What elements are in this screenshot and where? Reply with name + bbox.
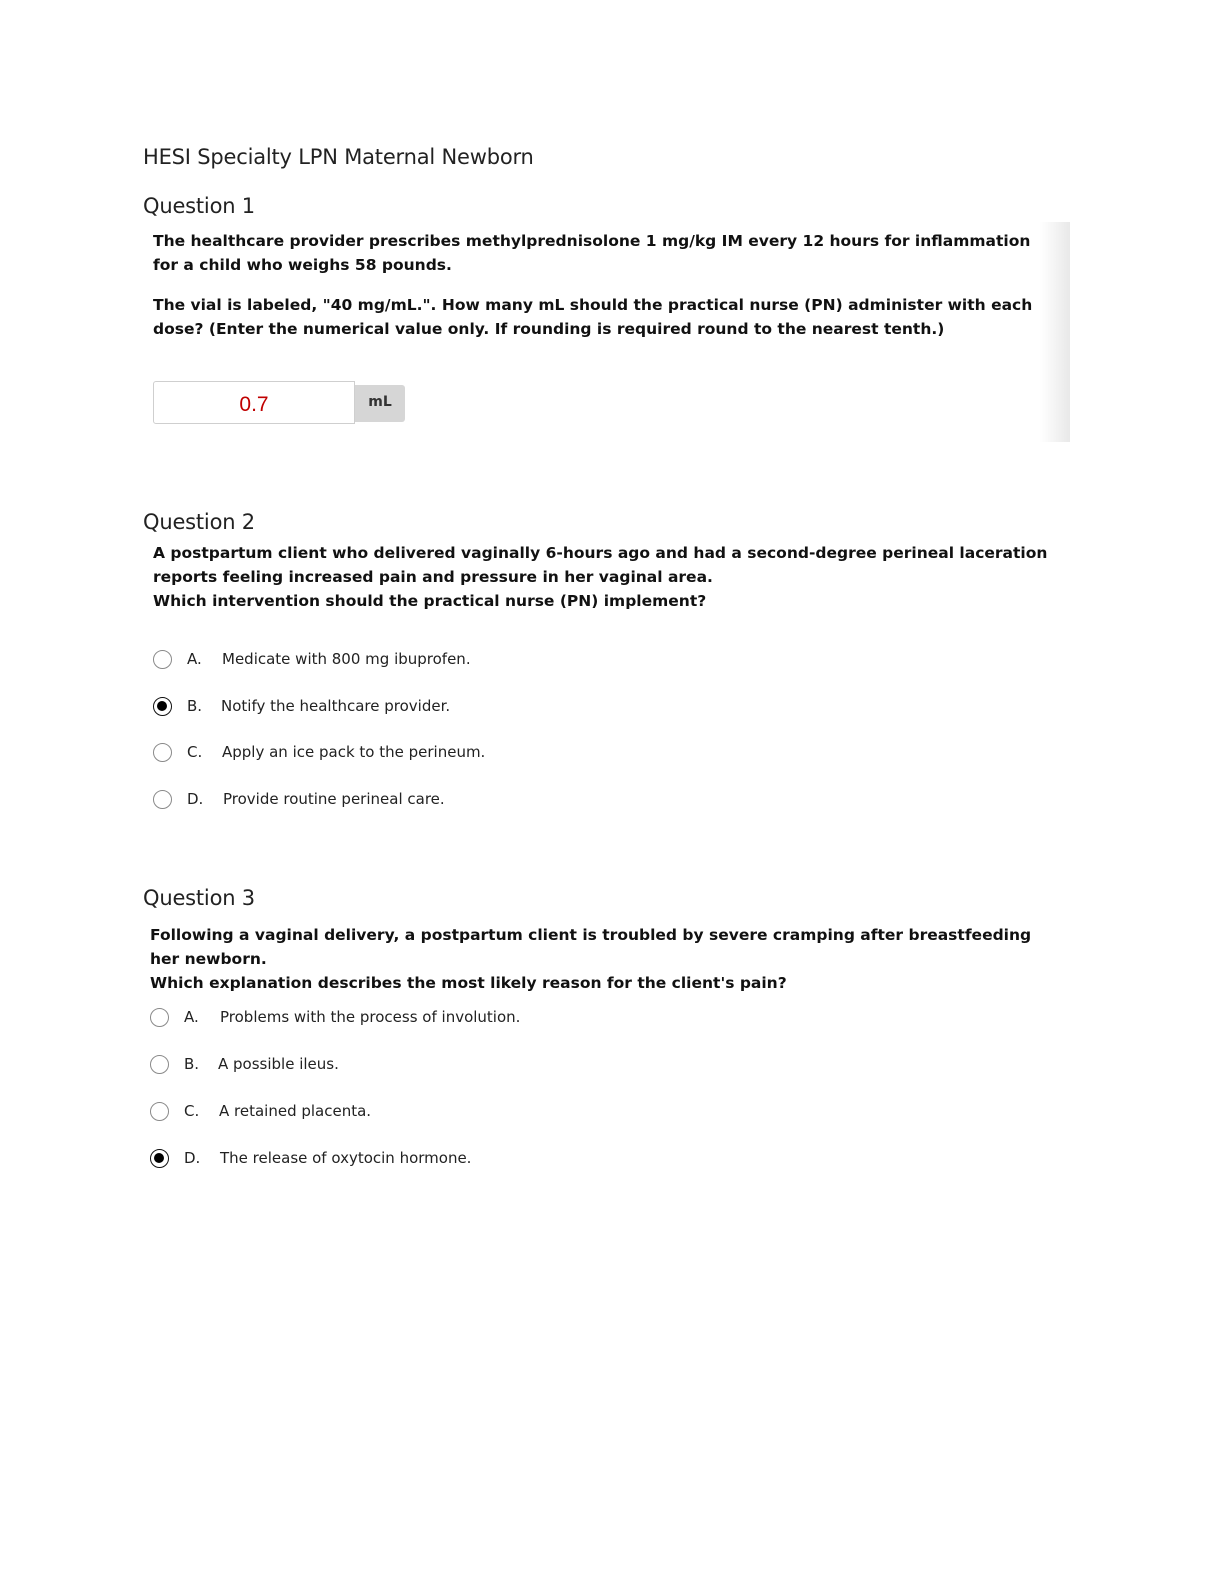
radio-button[interactable] <box>153 650 172 669</box>
question-2-option-b[interactable] <box>153 694 451 718</box>
option-letter: D. <box>187 790 204 808</box>
question-3-stem <box>150 923 1060 995</box>
option-text: The release of oxytocin hormone. <box>220 1149 472 1167</box>
option-text: Problems with the process of involution. <box>220 1008 521 1026</box>
question-3-option-c[interactable] <box>150 1099 372 1123</box>
option-letter: C. <box>184 1102 200 1120</box>
question-2-stem-line-2: Which intervention should the practical nurse (PN) implement? <box>153 592 707 610</box>
question-2-heading: Question 2 <box>143 510 255 534</box>
radio-button-selected[interactable] <box>153 697 172 716</box>
radio-button[interactable] <box>153 790 172 809</box>
radio-button[interactable] <box>153 743 172 762</box>
option-letter: A. <box>184 1008 199 1026</box>
question-3-option-b[interactable] <box>150 1052 339 1076</box>
question-2-option-c[interactable] <box>153 740 486 764</box>
document-title: HESI Specialty LPN Maternal Newborn <box>143 145 534 169</box>
question-2-stem-line-1: A postpartum client who delivered vaginally 6-hours ago and had a second-degree perineal laceration reports feeling increased pain and pressure in her vaginal area. <box>153 544 1048 586</box>
question-3-heading: Question 3 <box>143 886 255 910</box>
option-letter: D. <box>184 1149 201 1167</box>
question-1-heading: Question 1 <box>143 194 255 218</box>
question-1-stem <box>153 229 1048 341</box>
question-1-stem-line-2: The vial is labeled, "40 mg/mL.". How many mL should the practical nurse (PN) administer with each dose? (Enter the numerical value only. If rounding is required round to the nearest tenth.) <box>153 296 1033 338</box>
question-3-option-a[interactable] <box>150 1005 521 1029</box>
question-3-stem-line-1: Following a vaginal delivery, a postpartum client is troubled by severe cramping after breastfeeding her newborn. <box>150 926 1032 968</box>
radio-button[interactable] <box>150 1055 169 1074</box>
radio-button[interactable] <box>150 1008 169 1027</box>
option-text: Medicate with 800 mg ibuprofen. <box>222 650 471 668</box>
radio-button[interactable] <box>150 1102 169 1121</box>
option-text: A possible ileus. <box>218 1055 339 1073</box>
question-3-option-d[interactable] <box>150 1146 472 1170</box>
answer-input[interactable]: 0.7 <box>153 381 355 424</box>
option-text: Notify the healthcare provider. <box>221 697 451 715</box>
question-3-stem-line-2: Which explanation describes the most likely reason for the client's pain? <box>150 974 787 992</box>
option-letter: B. <box>187 697 203 715</box>
question-2-option-d[interactable] <box>153 787 445 811</box>
option-letter: B. <box>184 1055 200 1073</box>
option-text: A retained placenta. <box>219 1102 372 1120</box>
radio-button-selected[interactable] <box>150 1149 169 1168</box>
question-2-stem <box>153 541 1063 613</box>
question-1-stem-line-1: The healthcare provider prescribes methylprednisolone 1 mg/kg IM every 12 hours for inflammation for a child who weighs 58 pounds. <box>153 232 1031 274</box>
option-text: Apply an ice pack to the perineum. <box>222 743 486 761</box>
question-2-option-a[interactable] <box>153 647 471 671</box>
question-1-panel-edge <box>1040 222 1070 442</box>
unit-label: mL <box>355 385 405 422</box>
option-letter: A. <box>187 650 202 668</box>
option-letter: C. <box>187 743 203 761</box>
option-text: Provide routine perineal care. <box>223 790 445 808</box>
